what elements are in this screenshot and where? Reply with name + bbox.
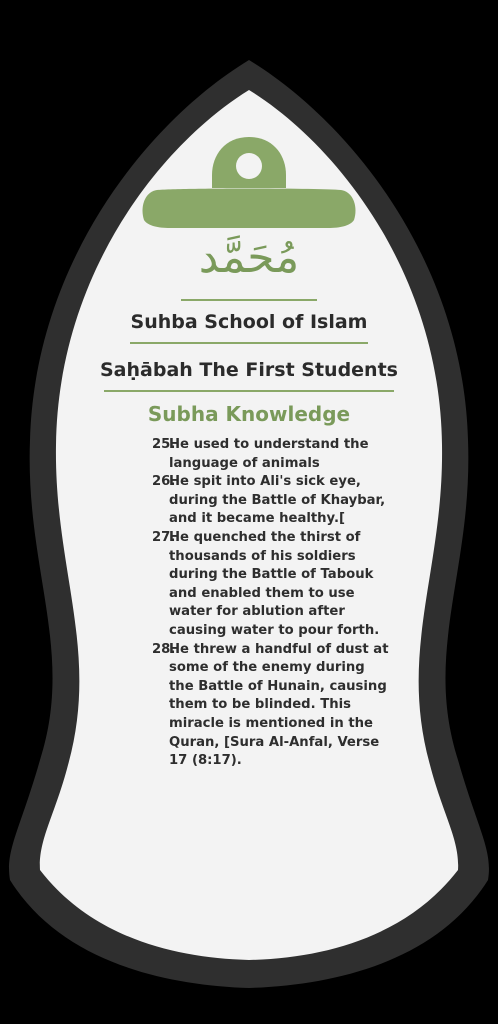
- divider-middle: [130, 342, 368, 344]
- item-number: 28.: [152, 641, 176, 657]
- list-item: [152, 436, 392, 473]
- muhammad-calligraphy-logo: مُحَمَّد: [198, 232, 300, 283]
- item-number: 26.: [152, 474, 176, 490]
- school-title: Suhba School of Islam: [130, 311, 368, 333]
- item-text: He spit into Ali's sick eye, during the Battle of Khaybar, and it became healthy.[: [169, 474, 386, 527]
- course-title: Saḥābah The First Students: [100, 359, 398, 381]
- list-item: [152, 529, 392, 641]
- item-text: He used to understand the language of animals: [169, 437, 369, 471]
- section-heading: Subha Knowledge: [147, 402, 351, 426]
- list-item: [152, 473, 392, 529]
- divider-lower: [104, 390, 394, 392]
- item-text: He quenched the thirst of thousands of his soldiers during the Battle of Tabouk and enabled them to use water for ablution after causing water to pour forth.: [169, 529, 380, 638]
- facts-list: [152, 436, 392, 771]
- item-number: 27.: [152, 529, 176, 545]
- item-number: 25.: [152, 437, 176, 452]
- list-item: [152, 641, 392, 771]
- item-text: He threw a handful of dust at some of the enemy during the Battle of Hunain, causing them to be blinded. This miracle is mentioned in the Quran, [Sura Al-Anfal, Verse 17 (8:17).: [169, 641, 389, 769]
- divider-top: [181, 299, 317, 301]
